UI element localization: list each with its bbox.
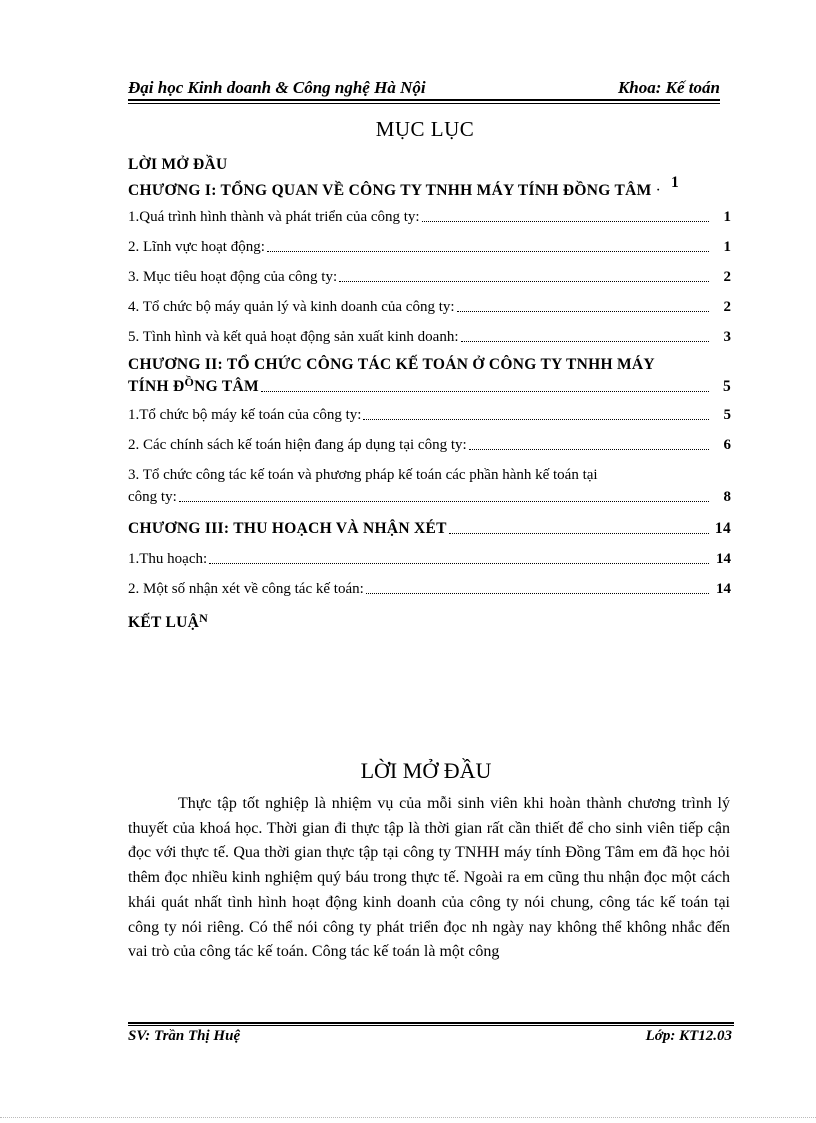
toc-chapter-1[interactable] [128, 176, 731, 200]
toc-conclusion[interactable] [128, 608, 731, 632]
toc-leader [179, 501, 709, 502]
toc-leader [366, 593, 709, 594]
toc-leader [261, 391, 709, 392]
toc-chapter-2-sup: Ồ [184, 375, 195, 389]
toc-item-page: 14 [716, 551, 731, 567]
intro-paragraph: Thực tập tốt nghiệp là nhiệm vụ của mỗi sinh viên khi hoàn thành chương trình lý thuyết của khoá học. Thời gian đi thực tập là thời gian rất cần thiết để cho sinh viên tiếp cận đọc với thực tế. Qua thời gian thực tập tại công ty TNHH máy tính Đồng Tâm em đã học hỏi thêm đọc nhiều kinh nghiệm quý báu trong thực tế. Ngoài ra em cũng thu nhận đọc một cách khái quát nhất tình hình hoạt động kinh doanh của công ty nói chung, công tác kế toán tại công ty nói riêng. Có thể nói công ty phát triển đọc nh ngày nay không thể không nhắc đến vai trò của công tác kế toán. Công tác kế toán là một công [128, 795, 730, 961]
toc-item[interactable] [128, 322, 731, 346]
toc-intro-label: LỜI MỞ ĐẦU [128, 156, 228, 173]
toc-chapter-3-title: CHƯƠNG III: THU HOẠCH VÀ NHẬN XÉT [128, 520, 447, 537]
toc-item[interactable] [128, 430, 731, 454]
toc-item-page: 8 [723, 489, 731, 505]
toc-chapter-2[interactable] [128, 372, 731, 396]
toc-chapter-2-part-a: TÍNH Đ [128, 378, 185, 395]
toc-conclusion-label [128, 611, 209, 632]
intro-heading: LỜI MỞ ĐẦU [360, 758, 492, 783]
toc-leader [461, 341, 709, 342]
toc-leader [267, 251, 709, 252]
toc-item-page: 6 [723, 437, 731, 453]
toc-chapter-1-title: CHƯƠNG I: TỔNG QUAN VỀ CÔNG TY TNHH MÁY TÍNH ĐỒNG TÂM [128, 182, 652, 199]
toc-conclusion-sup: N [199, 611, 209, 625]
toc-chapter-2-line1[interactable]: CHƯƠNG II: TỔ CHỨC CÔNG TÁC KẾ TOÁN Ở CÔNG TY TNHH MÁY [128, 356, 655, 373]
toc-item-page: 2 [723, 269, 731, 285]
header-faculty: Khoa: Kế toán [617, 78, 720, 97]
header-school: Đại học Kinh doanh & Công nghệ Hà Nội [128, 78, 426, 97]
toc-item-page: 3 [723, 329, 731, 345]
header-rule-thin [128, 103, 720, 104]
toc-item-page: 5 [723, 407, 731, 423]
toc-item-page: 1 [723, 209, 731, 225]
toc-item-text: 1.Tổ chức bộ máy kế toán của công ty: [128, 407, 362, 423]
footer-rule-thin [128, 1025, 734, 1026]
toc-item-page: 1 [723, 239, 731, 255]
footer-rule [128, 1022, 734, 1024]
toc-leader [457, 311, 709, 312]
toc-item[interactable] [128, 574, 731, 598]
toc-item[interactable] [128, 262, 731, 286]
toc-title: MỤC LỤC [375, 117, 475, 141]
toc-leader: · [655, 182, 662, 199]
toc-chapter-2-part-b: NG TÂM [194, 378, 259, 395]
toc-chapter-1-page: 1 [670, 174, 680, 191]
toc-item-page: 2 [723, 299, 731, 315]
page-footer [128, 1028, 732, 1050]
toc-item[interactable] [128, 202, 731, 226]
toc-item-text: 1.Quá trình hình thành và phát triển của công ty: [128, 209, 420, 225]
toc-item-text: 2. Một số nhận xét về công tác kế toán: [128, 581, 364, 597]
footer-student: SV: Trần Thị Huệ [128, 1028, 241, 1044]
toc-item-text: 2. Các chính sách kế toán hiện đang áp dụng tại công ty: [128, 437, 467, 453]
page-header [128, 78, 720, 100]
toc-item-page: 14 [716, 581, 731, 597]
toc-leader [449, 533, 709, 534]
toc-conclusion-part-a: KẾT LUẬ [128, 614, 200, 631]
toc-leader [209, 563, 709, 564]
toc-chapter-3[interactable] [128, 514, 731, 538]
toc-leader [422, 221, 709, 222]
toc-chapter-2-line2 [128, 375, 259, 396]
header-rule [128, 99, 720, 101]
toc-leader [339, 281, 709, 282]
toc-item-text: công ty: [128, 489, 177, 505]
toc-item-3-line1[interactable]: 3. Tổ chức công tác kế toán và phương pháp kế toán các phần hành kế toán tại [128, 467, 598, 483]
toc-chapter-3-page: 14 [714, 520, 731, 537]
toc-item-text: 5. Tình hình và kết quả hoạt động sản xuất kinh doanh: [128, 329, 459, 345]
footer-class: Lớp: KT12.03 [645, 1028, 732, 1044]
toc-item-text: 1.Thu hoạch: [128, 551, 208, 567]
toc-item-text: 4. Tổ chức bộ máy quản lý và kinh doanh của công ty: [128, 299, 455, 315]
toc-leader [469, 449, 709, 450]
toc-intro[interactable] [128, 150, 731, 174]
page-edge-divider [0, 1117, 816, 1118]
toc-item[interactable] [128, 400, 731, 424]
toc-item-text: 2. Lĩnh vực hoạt động: [128, 239, 265, 255]
toc-item[interactable] [128, 482, 731, 506]
toc-item[interactable] [128, 292, 731, 316]
toc-leader [363, 419, 709, 420]
toc-item[interactable] [128, 544, 731, 568]
toc-chapter-2-page: 5 [722, 378, 731, 395]
toc-item[interactable] [128, 232, 731, 256]
toc-item-text: 3. Mục tiêu hoạt động của công ty: [128, 269, 338, 285]
